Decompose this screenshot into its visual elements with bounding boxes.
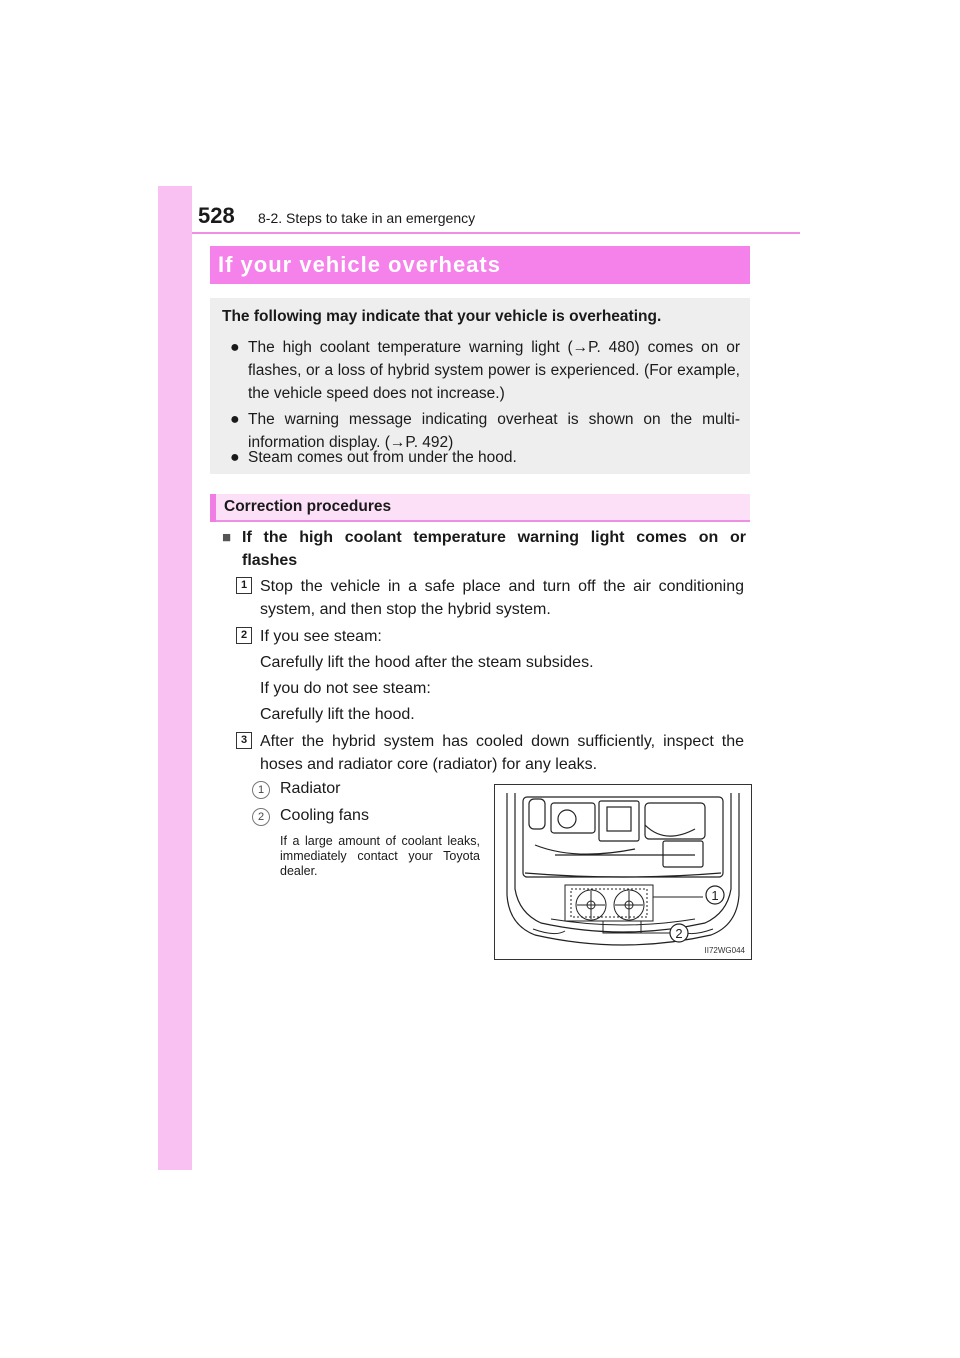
step-number-3: 3 [236,732,252,749]
procedures-heading: Correction procedures [224,498,392,515]
step-2-line-2: Carefully lift the hood after the steam subsides. [260,654,594,671]
legend-number-1: 1 [252,781,270,799]
sign-bullet-3 [230,446,740,469]
step-number-2: 2 [236,627,252,644]
signs-intro: The following may indicate that your vehicle is overheating. [222,308,662,325]
sign-text: The warning message indicating overheat is shown on the multi-information display. (→P. 492) [248,411,740,451]
procedures-banner-bar [210,494,216,522]
section-header: 8-2. Steps to take in an emergency [258,210,476,226]
step-2-line-1: If you see steam: [260,628,382,645]
page-title: If your vehicle overheats [218,252,501,277]
title-banner [210,246,750,284]
page-sidebar-tab [158,186,192,1170]
callout-2-label: 2 [675,926,683,941]
page-number: 528 [198,203,235,228]
condition-text: If the high coolant temperature warning light comes on or flashes [242,529,746,569]
engine-bay-drawing [495,785,751,959]
square-bullet-icon: ■ [222,529,232,546]
sign-text: Steam comes out from under the hood. [248,449,517,466]
bullet-dot-icon: ● [230,411,240,428]
bullet-dot-icon: ● [230,449,240,466]
step-number-1: 1 [236,577,252,594]
legend-number-2: 2 [252,808,270,826]
coolant-leak-note: If a large amount of coolant leaks, immediately contact your Toyota dealer. [280,834,480,878]
legend-cooling-fans: Cooling fans [280,807,369,824]
legend-radiator: Radiator [280,780,341,797]
step-3-text: After the hybrid system has cooled down sufficiently, inspect the hoses and radiator core (radiator) for any leaks. [260,733,744,773]
procedures-banner [210,494,750,522]
sign-text: The high coolant temperature warning light (→P. 480) comes on or flashes, or a loss of hybrid system power is experienced. (For example, the vehicle speed does not increase.) [248,339,740,402]
callout-1-label: 1 [711,888,719,903]
engine-bay-illustration [494,784,752,960]
bullet-dot-icon: ● [230,339,240,356]
step-1-text: Stop the vehicle in a safe place and turn off the air conditioning system, and then stop the hybrid system. [260,578,744,618]
figure-id: II72WG044 [704,946,745,955]
step-2-line-4: Carefully lift the hood. [260,706,415,723]
sign-bullet-1 [230,336,740,406]
step-2-line-3: If you do not see steam: [260,680,431,697]
header-rule [192,232,800,234]
